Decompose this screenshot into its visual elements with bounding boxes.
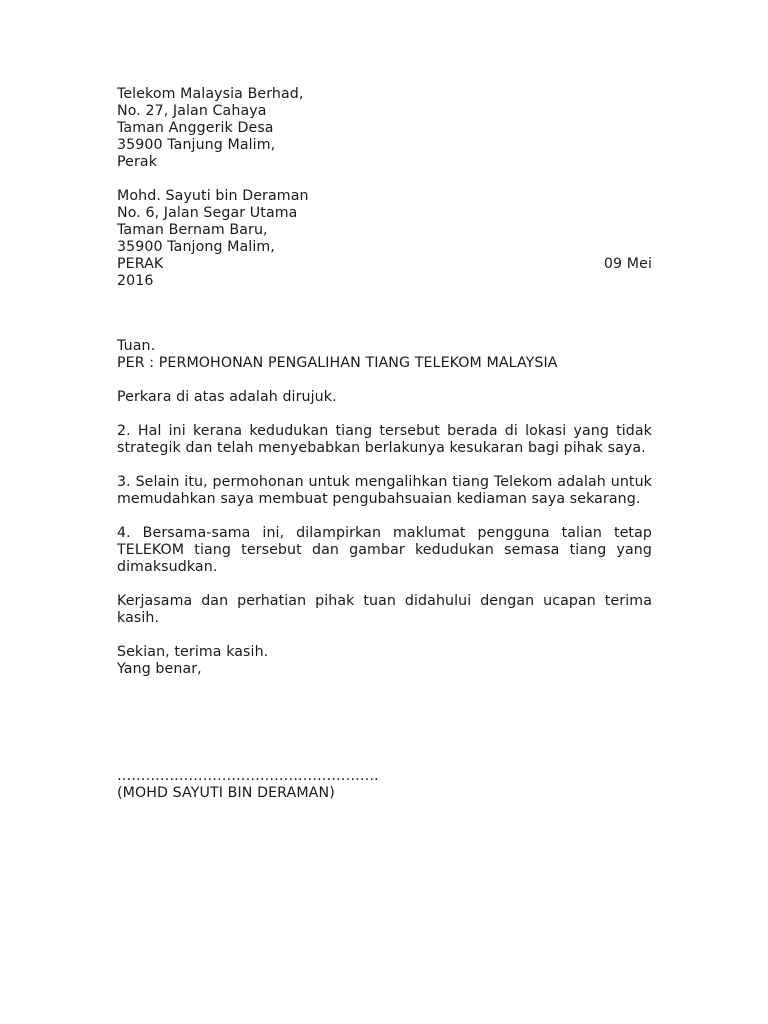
paragraph-thanks: Kerjasama dan perhatian pihak tuan didahului dengan ucapan terima kasih. [117,593,652,626]
sender-line: Perak [117,154,158,170]
paragraph-3: 3. Selain itu, permohonan untuk mengalihkan tiang Telekom adalah untuk memudahkan saya membuat pengubahsuaian kediaman saya sekarang. [117,474,652,507]
subject-line: PER : PERMOHONAN PENGALIHAN TIANG TELEKOM MALAYSIA [117,355,558,371]
recipient-address [117,188,652,290]
sender-line: 35900 Tanjung Malim, [117,137,276,153]
sender-address [117,86,652,171]
state-date-row [117,256,652,273]
sender-line: Taman Anggerik Desa [117,120,274,136]
sender-line: Telekom Malaysia Berhad, [117,86,304,102]
letter-date: 09 Mei [603,256,652,272]
recipient-line: Taman Bernam Baru, [117,222,268,238]
recipient-line: 35900 Tanjong Malim, [117,239,275,255]
salutation: Tuan. [117,338,156,354]
letter-date-year: 2016 [117,273,154,289]
signature-name: (MOHD SAYUTI BIN DERAMAN) [117,785,335,801]
signature-dots: ………………………………………………. [117,768,379,784]
closing-line: Sekian, terima kasih. [117,644,269,660]
closing-yours: Yang benar, [117,661,202,677]
paragraph-4: 4. Bersama-sama ini, dilampirkan maklumat pengguna talian tetap TELEKOM tiang tersebut dan gambar kedudukan semasa tiang yang dimaksudkan. [117,525,652,575]
recipient-state: PERAK [117,256,164,272]
paragraph-reference: Perkara di atas adalah dirujuk. [117,389,337,405]
paragraph-2: 2. Hal ini kerana kedudukan tiang tersebut berada di lokasi yang tidak strategik dan telah menyebabkan berlakunya kesukaran bagi pihak saya. [117,423,652,456]
sender-line: No. 27, Jalan Cahaya [117,103,267,119]
letter-page [117,86,652,802]
recipient-line: Mohd. Sayuti bin Deraman [117,188,309,204]
recipient-line: No. 6, Jalan Segar Utama [117,205,298,221]
